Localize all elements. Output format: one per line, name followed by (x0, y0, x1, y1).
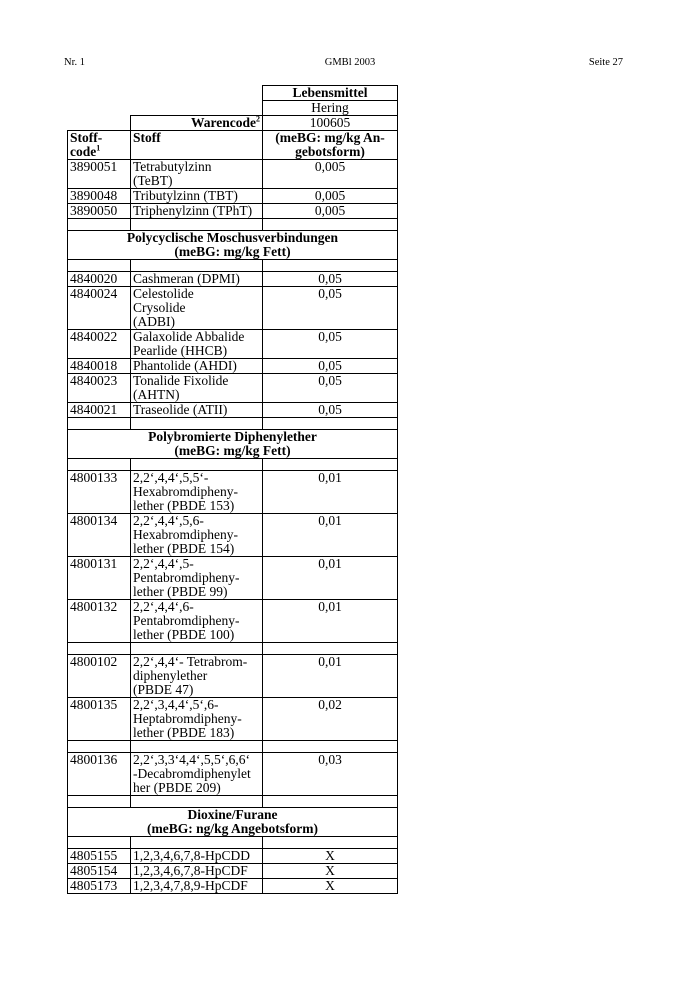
stoff-value: 0,005 (263, 204, 398, 219)
section-title: Polybromierte Diphenylether (meBG: mg/kg Fett) (68, 430, 398, 459)
stoff-code: 4840020 (68, 272, 131, 287)
table-row (68, 189, 398, 204)
stoff-name: Triphenylzinn (TPhT) (131, 204, 263, 219)
table-row (68, 753, 398, 796)
stoff-code: 4840018 (68, 359, 131, 374)
table-row (68, 204, 398, 219)
spacer-cell (263, 741, 398, 753)
stoff-code: 4800102 (68, 655, 131, 698)
spacer-cell (263, 219, 398, 231)
spacer-cell (263, 260, 398, 272)
spacer-cell (263, 459, 398, 471)
page-header-publication: GMBl 2003 (324, 57, 376, 68)
stoff-code: 4800133 (68, 471, 131, 514)
header-lebensmittel: Lebensmittel (263, 86, 398, 101)
spacer-cell (131, 459, 263, 471)
spacer-cell (131, 837, 263, 849)
stoff-code: 3890048 (68, 189, 131, 204)
table-row (68, 557, 398, 600)
spacer-cell (131, 219, 263, 231)
table-row (68, 359, 398, 374)
stoff-value: 0,05 (263, 330, 398, 359)
header-warencode: Warencode$^2$ (131, 116, 263, 131)
stoff-code: 4800136 (68, 753, 131, 796)
section-title: Dioxine/Furane (meBG: ng/kg Angebotsform) (68, 808, 398, 837)
page-header-page-number: Seite 27 (588, 57, 623, 68)
table-row (68, 374, 398, 403)
stoff-value: 0,01 (263, 600, 398, 643)
table-row (68, 160, 398, 189)
stoff-name: Cashmeran (DPMI) (131, 272, 263, 287)
header-warencode-value: 100605 (263, 116, 398, 131)
stoff-value: X (263, 879, 398, 894)
stoff-name: 1,2,3,4,6,7,8-HpCDF (131, 864, 263, 879)
stoff-name: 2,2‘,3,4,4‘,5‘,6- Heptabromdipheny- lether (PBDE 183) (131, 698, 263, 741)
stoff-name: 2,2‘,4,4‘- Tetrabrom- diphenylether (PBDE 47) (131, 655, 263, 698)
stoff-name: Tonalide Fixolide (AHTN) (131, 374, 263, 403)
spacer-cell (68, 796, 131, 808)
stoff-code: 4840024 (68, 287, 131, 330)
table-row (68, 403, 398, 418)
spacer-cell (68, 837, 131, 849)
stoff-value: 0,01 (263, 514, 398, 557)
table-row (68, 600, 398, 643)
table-row (68, 655, 398, 698)
stoff-code: 4840022 (68, 330, 131, 359)
header-stoff: Stoff (131, 131, 263, 160)
page-header-issue: Nr. 1 (64, 57, 85, 68)
stoff-code: 4805154 (68, 864, 131, 879)
stoff-code: 4800134 (68, 514, 131, 557)
table-row (68, 272, 398, 287)
spacer-cell (131, 643, 263, 655)
table-row (68, 879, 398, 894)
spacer-cell (263, 418, 398, 430)
spacer-cell (263, 643, 398, 655)
stoff-name: Galaxolide Abbalide Pearlide (HHCB) (131, 330, 263, 359)
stoff-value: X (263, 849, 398, 864)
stoff-value: 0,05 (263, 287, 398, 330)
stoff-name: Celestolide Crysolide (ADBI) (131, 287, 263, 330)
stoff-name: 1,2,3,4,7,8,9-HpCDF (131, 879, 263, 894)
stoff-name: 1,2,3,4,6,7,8-HpCDD (131, 849, 263, 864)
stoff-value: X (263, 864, 398, 879)
stoff-name: 2,2‘,3,3‘4,4‘,5,5‘,6,6‘ -Decabromdiphenylet her (PBDE 209) (131, 753, 263, 796)
stoff-name: Tributylzinn (TBT) (131, 189, 263, 204)
table-row (68, 330, 398, 359)
spacer-cell (263, 796, 398, 808)
stoff-value: 0,01 (263, 655, 398, 698)
stoff-value: 0,01 (263, 471, 398, 514)
spacer-cell (68, 741, 131, 753)
header-unit: (meBG: mg/kg An- gebotsform) (263, 131, 398, 160)
stoff-name: 2,2‘,4,4‘,5,6- Hexabromdipheny- lether (PBDE 154) (131, 514, 263, 557)
stoff-value: 0,03 (263, 753, 398, 796)
stoff-value: 0,02 (263, 698, 398, 741)
header-stoffcode: Stoff- code$^1$ (68, 131, 131, 160)
spacer-cell (68, 459, 131, 471)
spacer-cell (131, 418, 263, 430)
table-row (68, 287, 398, 330)
table-row (68, 864, 398, 879)
stoff-code: 4800132 (68, 600, 131, 643)
stoff-name: 2,2‘,4,4‘,5- Pentabromdipheny- lether (PBDE 99) (131, 557, 263, 600)
stoff-code: 4840021 (68, 403, 131, 418)
table-row (68, 514, 398, 557)
section-title: Polycyclische Moschusverbindungen (meBG: mg/kg Fett) (68, 231, 398, 260)
stoff-name: Tetrabutylzinn (TeBT) (131, 160, 263, 189)
spacer-cell (68, 219, 131, 231)
header-food-name: Hering (263, 101, 398, 116)
stoff-code: 4800135 (68, 698, 131, 741)
stoff-value: 0,05 (263, 359, 398, 374)
stoff-value: 0,05 (263, 403, 398, 418)
stoff-code: 4840023 (68, 374, 131, 403)
substance-table (67, 85, 398, 894)
table-row (68, 698, 398, 741)
spacer-cell (263, 837, 398, 849)
stoff-value: 0,01 (263, 557, 398, 600)
stoff-value: 0,005 (263, 189, 398, 204)
stoff-code: 4800131 (68, 557, 131, 600)
stoff-name: Traseolide (ATII) (131, 403, 263, 418)
stoff-code: 4805155 (68, 849, 131, 864)
stoff-name: Phantolide (AHDI) (131, 359, 263, 374)
stoff-code: 3890051 (68, 160, 131, 189)
stoff-value: 0,05 (263, 374, 398, 403)
spacer-cell (131, 796, 263, 808)
stoff-code: 4805173 (68, 879, 131, 894)
table-row (68, 849, 398, 864)
stoff-name: 2,2‘,4,4‘,6- Pentabromdipheny- lether (PBDE 100) (131, 600, 263, 643)
stoff-value: 0,05 (263, 272, 398, 287)
spacer-cell (68, 643, 131, 655)
table-row (68, 471, 398, 514)
stoff-value: 0,005 (263, 160, 398, 189)
spacer-cell (68, 418, 131, 430)
stoff-name: 2,2‘,4,4‘,5,5‘- Hexabromdipheny- lether (PBDE 153) (131, 471, 263, 514)
spacer-cell (131, 741, 263, 753)
spacer-cell (68, 260, 131, 272)
stoff-code: 3890050 (68, 204, 131, 219)
spacer-cell (131, 260, 263, 272)
